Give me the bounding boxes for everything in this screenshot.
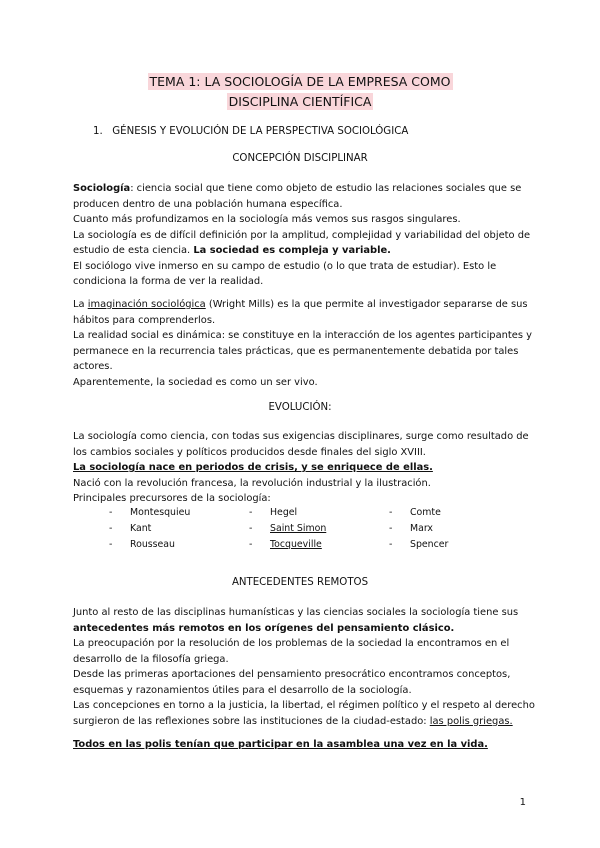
concepcion-line-3-bold: La sociedad es compleja y variable. [193,245,391,256]
evolucion-line-4: Principales precursores de la sociología: [73,493,271,504]
imaginacion-line-1 [73,297,543,328]
definition-term: Sociología [73,183,131,194]
evolucion-key-statement: La sociología nace en periodos de crisis, y se enriquece de ellas. [73,462,433,473]
concepcion-line-2: Cuanto más profundizamos en la sociología más vemos sus rasgos singulares. [73,214,461,225]
concepcion-line-3-text: La sociología es de difícil definición por la amplitud, complejidad y variabilidad del objeto de estudio de esta ciencia. [73,229,531,256]
precursor-name: Tocqueville [270,539,322,550]
evolucion-line-1: La sociología como ciencia, con todas sus exigencias disciplinares, surge como resultado de los cambios sociales y políticos producidos desde finales del siglo XVIII. [73,431,529,458]
concepcion-line-4: El sociólogo vive inmerso en su campo de estudio (o lo que trata de estudiar). Esto le condiciona la forma de ver la realidad. [73,260,497,287]
document-title [0,72,600,112]
section-label: GÉNESIS Y EVOLUCIÓN DE LA PERSPECTIVA SOCIOLÓGICA [112,126,409,137]
list-dash: - [389,507,393,518]
antecedentes-line-3: Desde las primeras aportaciones del pensamiento presocrático encontramos conceptos, esquemas y razonamientos útiles para el desarrollo de la sociología. [73,669,511,696]
evolucion-paragraph [73,429,543,507]
section-number: 1. [93,126,103,137]
precursor-name: Comte [410,507,441,518]
concepcion-heading: CONCEPCIÓN DISCIPLINAR [232,153,368,164]
definition-text: : ciencia social que tiene como objeto de estudio las relaciones sociales que se producen dentro de una población humana específica. [73,183,522,210]
precursors-row [109,537,529,553]
antecedentes-line-2: La preocupación por la resolución de los problemas de la sociedad la encontramos en el desarrollo de la filosofía griega. [73,638,510,665]
list-dash: - [249,523,253,534]
precursor-name: Rousseau [130,539,175,550]
imaginacion-term: imaginación sociológica [87,299,206,310]
precursors-list [109,505,529,553]
list-dash: - [109,523,113,534]
list-dash: - [389,539,393,550]
evolucion-line-3: Nació con la revolución francesa, la revolución industrial y la ilustración. [73,477,431,489]
antecedentes-heading: ANTECEDENTES REMOTOS [231,577,369,588]
precursors-row [109,505,529,521]
polis-statement [73,737,543,753]
title-line-1: TEMA 1: LA SOCIOLOGÍA DE LA EMPRESA COMO [149,74,451,89]
list-dash: - [249,507,253,518]
page-number: 1 [519,797,526,808]
antecedentes-line-4 [73,698,543,729]
imaginacion-line-3: Aparentemente, la sociedad es como un ser vivo. [73,376,318,388]
list-dash: - [109,539,113,550]
precursor-name: Hegel [270,507,298,518]
imaginacion-paragraph [73,297,543,390]
precursor-name: Saint Simon [270,523,327,534]
list-dash: - [249,539,253,550]
antecedentes-line-1-bold: antecedentes más remotos en los orígenes del pensamiento clásico. [73,622,455,634]
precursor-name: Marx [410,523,433,534]
evolucion-line-2 [73,460,543,476]
polis-statement-text: Todos en las polis tenían que participar en la asamblea una vez en la vida. [73,739,488,750]
evolucion-heading: EVOLUCIÓN: [268,402,332,413]
precursors-row [109,521,529,537]
precursor-name: Montesquieu [130,507,191,518]
concepcion-paragraph [73,181,543,290]
concepcion-line-3 [73,228,543,259]
antecedentes-line-1-text: Junto al resto de las disciplinas humanísticas y las ciencias sociales la sociología tiene sus [73,607,519,618]
precursor-name: Kant [130,523,152,534]
list-dash: - [109,507,113,518]
definition-line [73,181,543,212]
antecedentes-line-1 [73,605,543,636]
polis-griegas-term: las polis griegas. [429,715,513,727]
imaginacion-post: (Wright Mills) es la que permite al investigador separarse de sus hábitos para comprenderlos. [73,299,528,326]
section-heading [93,126,408,137]
title-line-2: DISCIPLINA CIENTÍFICA [228,94,372,109]
imaginacion-line-2: La realidad social es dinámica: se constituye en la interacción de los agentes participantes y permanece en la recurrencia tales prácticas, que es permanentemente debatida por tales actores. [73,330,532,372]
antecedentes-line-4-text: Las concepciones en torno a la justicia, la libertad, el régimen político y el respeto al derecho surgieron de las reflexiones sobre las instituciones de la ciudad-estado: [73,700,535,727]
imaginacion-pre: La [73,299,88,310]
precursor-name: Spencer [410,539,449,550]
list-dash: - [389,523,393,534]
antecedentes-paragraph [73,605,543,729]
